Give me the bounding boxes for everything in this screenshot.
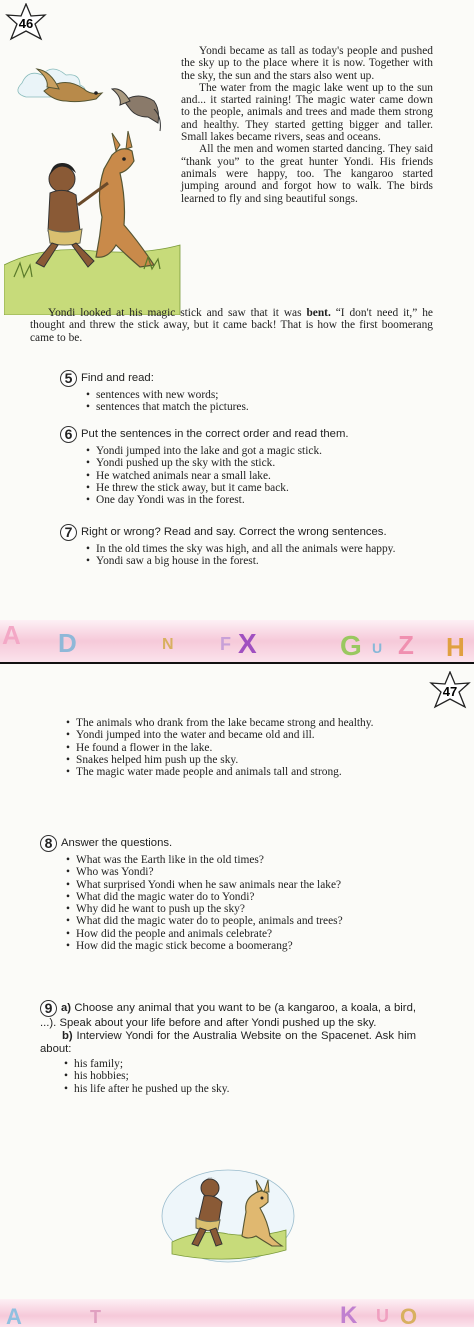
page-number-star [4,3,48,43]
exercise-5-number: 5 [60,370,77,387]
list-item: • He threw the stick away, but it came back. [84,482,433,494]
list-item: • Who was Yondi? [64,866,416,878]
list-item: • sentences with new words; [84,389,433,401]
yondi-bowing-illustration [158,1156,298,1266]
list-item: • Yondi jumped into the lake and got a magic stick. [84,445,433,457]
exercise-8 [40,835,416,952]
story-paragraph-2: The water from the magic lake went up to the sun and... it started raining! The magic water came down to the people, animals and trees and made them strong and healthy. They started getting bigger and taller. Small lakes became rivers, seas and oceans. [181,81,433,144]
exercise-9a-label: a) [61,1002,72,1014]
exercise-9b-text: Interview Yondi for the Australia Website on the Spacenet. Ask him about: [40,1030,416,1055]
list-item: • his family; [62,1058,416,1070]
alphabet-letter: F [220,634,231,654]
alphabet-letter: T [90,1307,101,1327]
list-item: • The animals who drank from the lake became strong and healthy. [64,717,416,729]
alphabet-letter: H [446,632,465,662]
alphabet-letter: A [6,1304,22,1327]
alphabet-letter: O [400,1304,418,1327]
page-number: 47 [442,684,458,699]
exercise-7 [60,524,433,568]
page-number: 46 [18,16,34,31]
list-item: • Snakes helped him push up the sky. [64,754,416,766]
list-item: • Yondi jumped into the water and became old and ill. [64,729,416,741]
exercise-8-instruction: Answer the questions. [61,837,173,849]
exercise-6 [60,426,433,506]
list-item: • What did the magic water do to Yondi? [64,891,416,903]
story-paragraph-1: Yondi became as tall as today's people and pushed the sky up to the place where it is now. Together with the sky, the sun and the stars also went up. [181,45,433,82]
list-item: • He found a flower in the lake. [64,742,416,754]
alphabet-letter: U [376,1306,389,1326]
page-47 [0,664,474,1327]
story-text-pre: Yondi looked at his magic stick and saw that it was [48,307,307,319]
list-item: • What did the magic water do to people, animals and trees? [64,915,416,927]
story-right-column [181,45,433,205]
list-item: • What surprised Yondi when he saw animals near the lake? [64,879,416,891]
story-bold-word: bent. [306,307,331,319]
exercise-9b-label: b) [62,1030,73,1042]
alphabet-letter: Z [398,630,414,660]
list-item: • In the old times the sky was high, and all the animals were happy. [84,543,433,555]
alphabet-letter: D [58,628,77,658]
bird-icon-2 [112,89,160,131]
exercise-5-instruction: Find and read: [81,372,154,384]
list-item: • sentences that match the pictures. [84,401,433,413]
alphabet-letter: X [238,628,257,659]
list-item: • One day Yondi was in the forest. [84,494,433,506]
list-item: • He watched animals near a small lake. [84,470,433,482]
alphabet-letter: K [340,1302,358,1327]
exercise-8-number: 8 [40,835,57,852]
exercise-9-number: 9 [40,1000,57,1017]
exercise-7-number: 7 [60,524,77,541]
exercise-6-instruction: Put the sentences in the correct order and read them. [81,428,349,440]
yondi-kangaroo-illustration [4,55,182,315]
list-item: • What was the Earth like in the old times? [64,854,416,866]
list-item: • his life after he pushed up the sky. [62,1083,416,1095]
list-item: • Yondi pushed up the sky with the stick. [84,457,433,469]
alphabet-letter: U [372,640,383,656]
exercise-7-continued [64,715,416,778]
alphabet-letter: G [340,630,362,661]
story-full-width [30,307,433,344]
story-text-post: “I don't need it,” he thought and threw the stick away, but it came back! That is how the first boomerang came to be. [30,307,433,344]
story-paragraph-3: All the men and women started dancing. They said “thank you” to the great hunter Yondi. His friends animals were happy, too. The kangaroo started jumping around and forgot how to walk. The birds learned to fly and sing beautiful songs. [181,143,433,205]
exercise-7-instruction: Right or wrong? Read and say. Correct the wrong sentences. [81,526,387,538]
exercise-6-number: 6 [60,426,77,443]
list-item: • his hobbies; [62,1070,416,1082]
list-item: • How did the magic stick become a boomerang? [64,940,416,952]
exercise-5 [60,370,433,414]
list-item: • Why did he want to push up the sky? [64,903,416,915]
exercise-9a-text: Choose any animal that you want to be (a kangaroo, a koala, a bird, ...). Speak about your life before and after Yondi pushed up the sky. [40,1002,416,1029]
list-item: • The magic water made people and animals tall and strong. [64,766,416,778]
list-item: • How did the people and animals celebrate? [64,928,416,940]
alphabet-letter: N [162,636,174,653]
page-number-star [428,671,472,711]
list-item: • Yondi saw a big house in the forest. [84,555,433,567]
exercise-9 [40,1000,416,1095]
kangaroo-icon [96,131,154,267]
alphabet-letter: A [2,620,21,650]
